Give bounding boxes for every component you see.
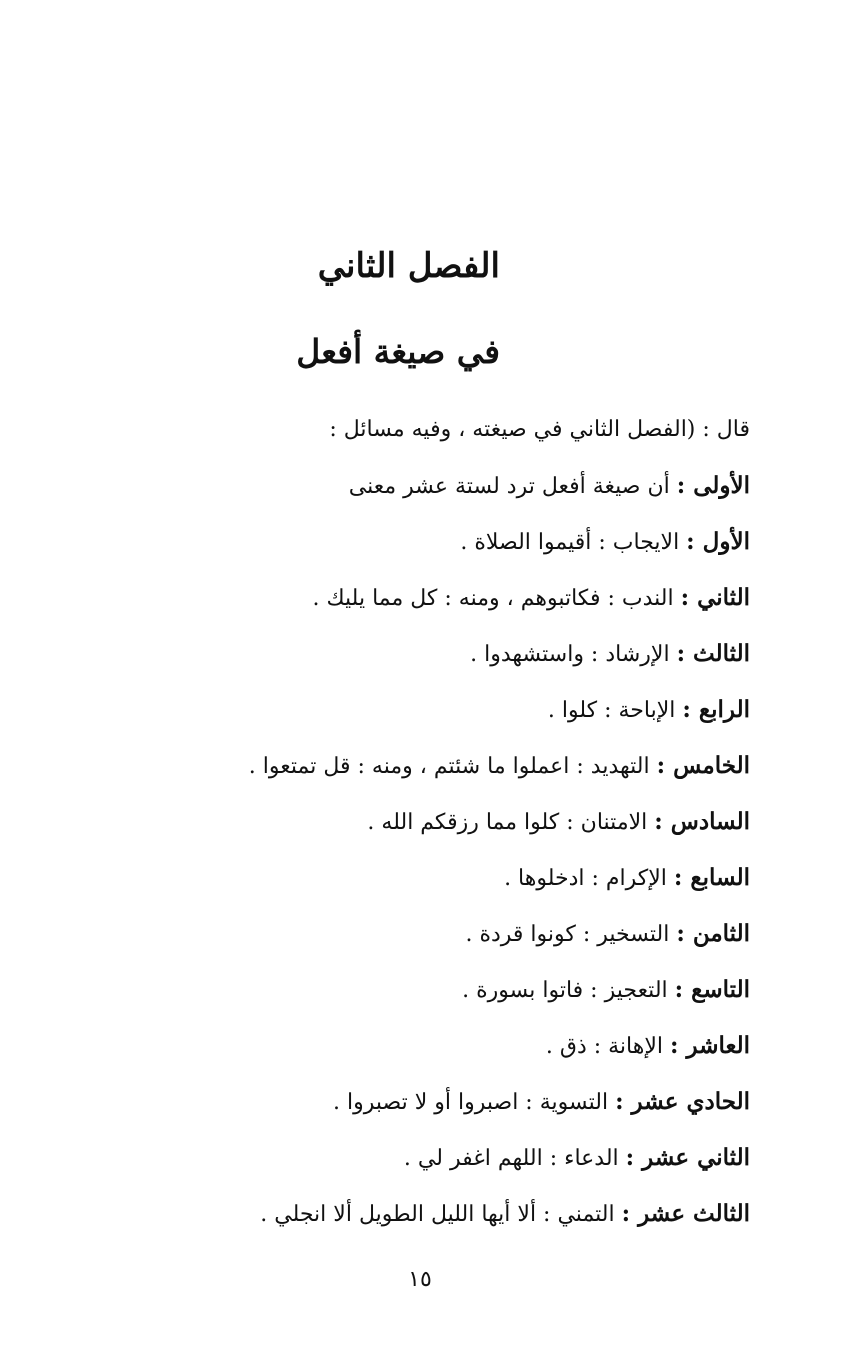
item-label: الرابع : [682, 696, 750, 723]
intro-line: قال : (الفصل الثاني في صيغته ، وفيه مسائل : [329, 417, 750, 442]
list-item [190, 464, 750, 520]
item-label: السابع : [673, 864, 750, 891]
list-item [190, 912, 750, 968]
list-item [190, 856, 750, 912]
list-item [190, 1024, 750, 1080]
item-text: التسوية : اصبروا أو لا تصبروا . [333, 1090, 616, 1115]
page-number: ١٥ [408, 1267, 432, 1292]
item-label: الثالث عشر : [621, 1200, 750, 1227]
list-item [190, 520, 750, 576]
item-text: الامتنان : كلوا مما رزقكم الله . [367, 810, 655, 835]
item-label: الثامن : [676, 920, 750, 947]
list-item [190, 800, 750, 856]
list-item [190, 576, 750, 632]
item-text: التمني : ألا أيها الليل الطويل ألا انجلي . [260, 1202, 622, 1227]
item-text: الندب : فكاتبوهم ، ومنه : كل مما يليك . [312, 586, 681, 611]
item-text: الإكرام : ادخلوها . [504, 866, 674, 891]
item-label: الثاني عشر : [625, 1144, 750, 1171]
item-label: التاسع : [674, 976, 750, 1003]
item-label: الثالث : [676, 640, 750, 667]
chapter-subtitle: في صيغة أفعل [296, 332, 500, 371]
list-item [190, 1136, 750, 1192]
item-text: الإهانة : ذق . [545, 1034, 671, 1059]
list-item [190, 688, 750, 744]
chapter-title: الفصل الثاني [317, 246, 500, 286]
list-item [190, 968, 750, 1024]
item-text: الايجاب : أقيموا الصلاة . [460, 530, 687, 555]
item-text: التهديد : اعملوا ما شئتم ، ومنه : قل تمتعوا . [248, 754, 657, 779]
list-item [190, 744, 750, 800]
item-label: الأول : [686, 528, 750, 555]
item-label: الحادي عشر : [615, 1088, 750, 1115]
item-label: الثاني : [680, 584, 750, 611]
item-text: التسخير : كونوا قردة . [465, 922, 677, 947]
list-item [190, 1192, 750, 1248]
item-label: الخامس : [656, 752, 750, 779]
item-text: الإباحة : كلوا . [547, 698, 683, 723]
item-label: السادس : [654, 808, 750, 835]
item-label: الأولى : [676, 472, 750, 499]
item-text: التعجيز : فاتوا بسورة . [462, 978, 675, 1003]
list-item [190, 1080, 750, 1136]
body-text [190, 408, 750, 1248]
item-label: العاشر : [670, 1032, 750, 1059]
item-text: الدعاء : اللهم اغفر لي . [403, 1146, 626, 1171]
item-text: الإرشاد : واستشهدوا . [470, 642, 677, 667]
item-text: أن صيغة أفعل ترد لستة عشر معنى [348, 474, 677, 499]
list-item [190, 632, 750, 688]
